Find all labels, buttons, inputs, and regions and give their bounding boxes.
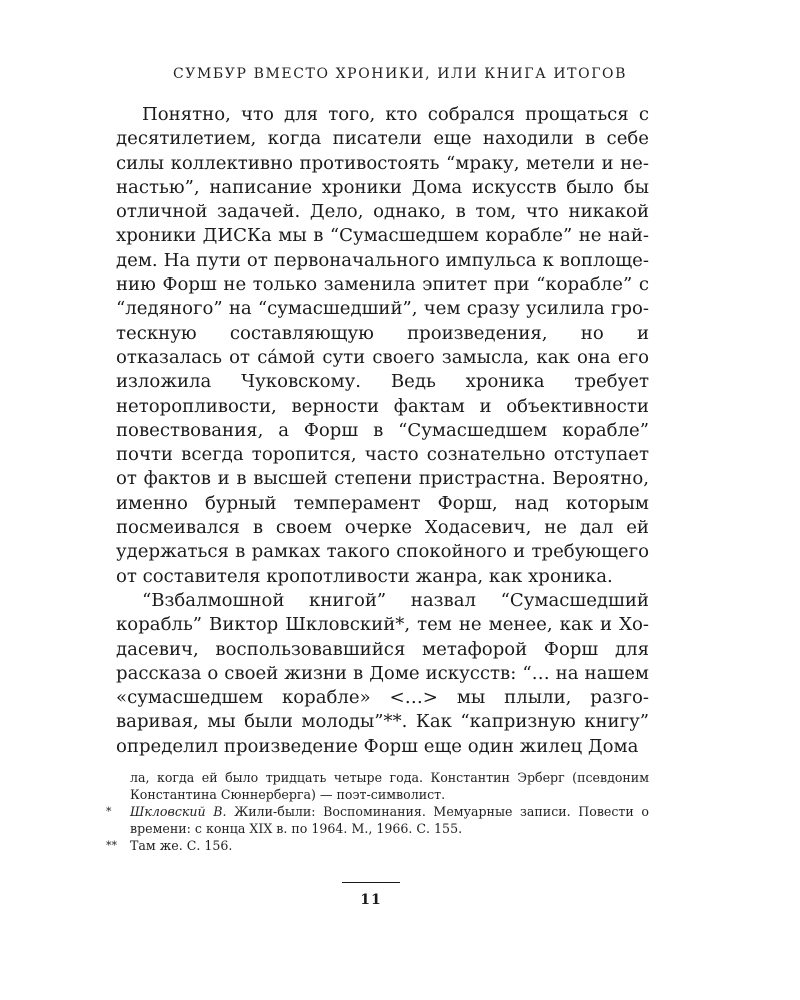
page-number: 11 bbox=[360, 892, 382, 908]
footnote-1 bbox=[106, 803, 649, 837]
footnote-2-mark: ** bbox=[106, 839, 117, 852]
folio-rule bbox=[342, 882, 400, 883]
paragraph-2: “Взбалмошной книгой” назвал “Сумасшедший корабль” Виктор Шкловский*, тем не менее, как и Ходасевич, воспользовавшийся метафорой Форш для рассказа о своей жизни в Доме искусств: “… на нашем «сумасшедшем корабле» <…> мы плыли, разговаривая, мы были молоды”**. Как “капризную книгу” определил произведение Форш еще один жилец Дома bbox=[116, 589, 649, 757]
paragraph-1: Понятно, что для того, кто собрался прощаться с десятилетием, когда писатели еще находили в себе силы коллективно противостоять “мраку, метели и ненастью”, написание хроники Дома искусств было бы отличной задачей. Дело, однако, в том, что никакой хроники ДИСКа мы в “Сумасшедшем корабле” не найдем. На пути от первоначального импульса к воплощению Форш не только заменила эпитет при “корабле” с “ледяного” на “сумасшедший”, чем сразу усилила гротескную составляющую произведения, но и отказалась от са́мой сути своего замысла, как она его изложила Чуковскому. Ведь хроника требует неторопливости, верности фактам и объективности повествования, а Форш в “Сумасшедшем корабле” почти всегда торопится, часто сознательно отступает от фактов и в высшей степени пристрастна. Вероятно, именно бурный темперамент Форш, над которым посмеивался в своем очерке Ходасевич, не дал ей удержаться в рамках такого спокойного и требующего от составителя кропотливости жанра, как хроника. bbox=[116, 104, 649, 587]
footnote-continued: ла, когда ей было тридцать четыре года. Константин Эрберг (псевдоним Константина Сюннерберга) — поэт-символист. bbox=[130, 770, 649, 802]
main-text bbox=[116, 103, 649, 759]
running-head: СУМБУР ВМЕСТО ХРОНИКИ, ИЛИ КНИГА ИТОГОВ bbox=[172, 66, 628, 82]
footnote-2-text: Там же. С. 156. bbox=[130, 838, 233, 853]
footnote-1-author: Шкловский В. bbox=[130, 804, 227, 819]
footnote-1-text: Жили-были: Воспоминания. Мемуарные записи. Повести о времени: с конца XIX в. по 1964. М., 1966. С. 155. bbox=[130, 804, 649, 836]
footnote-2 bbox=[106, 837, 649, 854]
footnote-1-mark: * bbox=[106, 805, 112, 818]
footnotes bbox=[106, 769, 649, 854]
